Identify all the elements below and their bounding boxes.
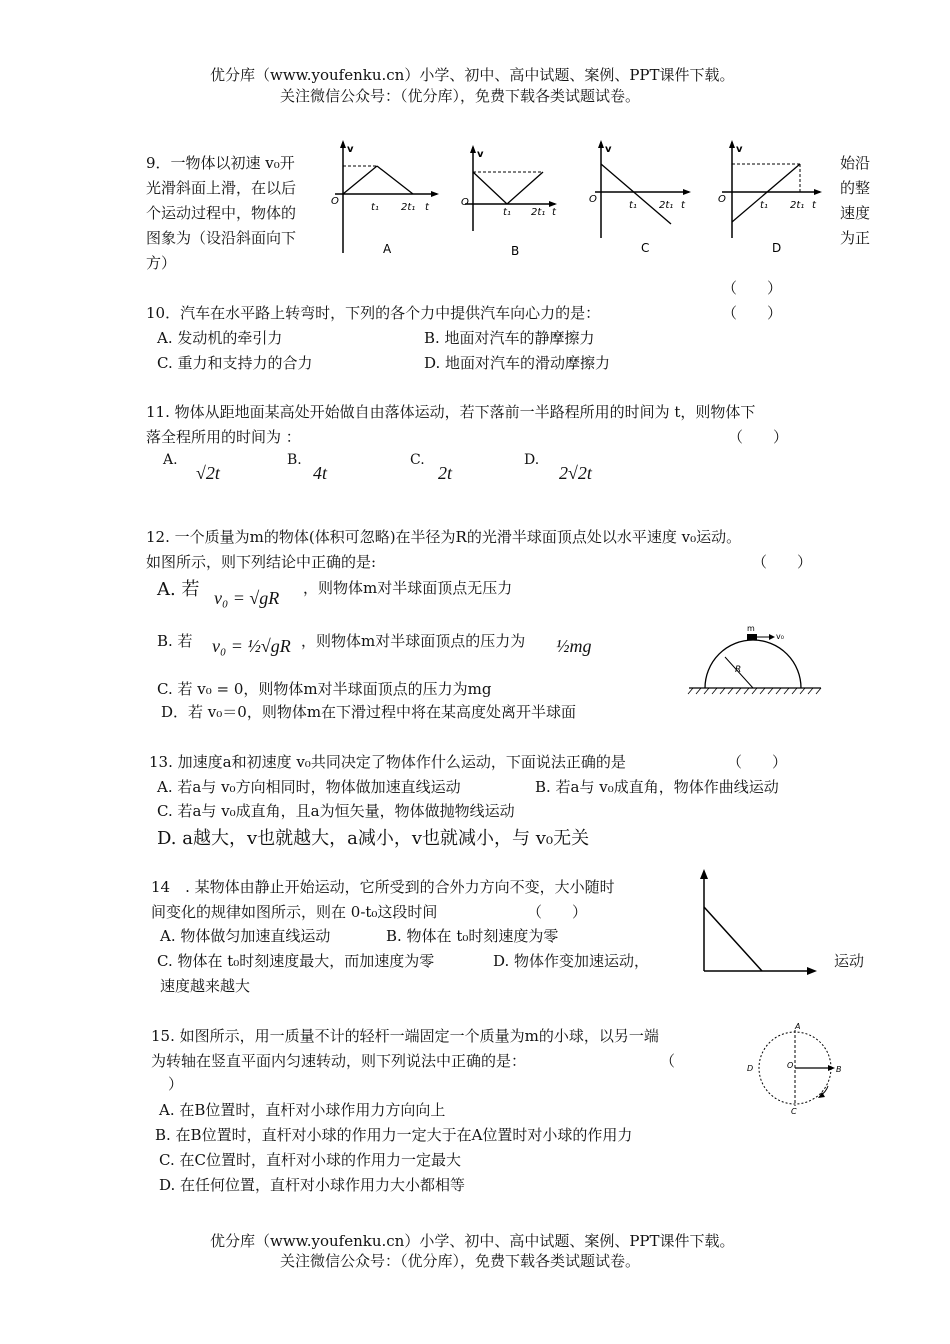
axis-v-label: v <box>736 144 743 155</box>
q9-graph-c <box>585 138 700 263</box>
header-line-1: 优分库（www.youfenku.cn）小学、初中、高中试题、案例、PPT课件下载。 <box>210 66 735 84</box>
q12-answer-bracket: （ ） <box>752 553 813 571</box>
q14-force-time-graph <box>695 865 825 977</box>
q15-option-a: A. 在B位置时，直杆对小球作用力方向向上 <box>159 1101 446 1119</box>
footer-line-2: 关注微信公众号：（优分库），免费下载各类试题试卷。 <box>280 1252 641 1270</box>
q10-stem: 10．汽车在水平路上转弯时，下列的各个力中提供汽车向心力的是： <box>146 304 601 322</box>
q12-option-b-prefix: B. 若 <box>157 632 193 650</box>
q12-stem-line-1: 12. 一个质量为m的物体(体积可忽略)在半径为R的光滑半球面顶点处以水平速度 v₀运动。 <box>146 528 742 546</box>
axis-v-label: v <box>347 144 354 155</box>
q9-stem-right: 的整 <box>840 179 871 197</box>
t2-label: 2t₁ <box>790 200 805 211</box>
q11-option-b-expr: 4t <box>313 463 328 483</box>
t-label: t <box>425 202 429 213</box>
origin-label: O <box>589 194 597 205</box>
t1-label: t₁ <box>371 202 379 213</box>
q12-option-b-expr: v₀ = ½√gR <box>212 636 291 656</box>
q12-hemisphere-figure <box>685 622 825 697</box>
q11-stem-line-2: 落全程所用的时间为 ： <box>146 428 301 446</box>
footer-line-1: 优分库（www.youfenku.cn）小学、初中、高中试题、案例、PPT课件下载。 <box>210 1232 735 1250</box>
q12-option-a-text: ，则物体m对半球面顶点无压力 <box>303 579 513 597</box>
q12-stem-line-2: 如图所示，则下列结论中正确的是: <box>146 553 377 571</box>
q9-graph-d <box>712 138 832 263</box>
q11-option-a-label: A. <box>163 452 178 468</box>
q11-option-c-expr: 2t <box>438 463 453 483</box>
q15-answer-bracket-close: ） <box>168 1075 184 1093</box>
q12-option-a-prefix: A. 若 <box>157 579 200 600</box>
t1-label: t₁ <box>760 200 768 211</box>
graph-label: B <box>511 244 520 258</box>
q10-answer-bracket: （ ） <box>722 304 783 322</box>
origin-label: O <box>461 197 469 208</box>
q10-option-c: C. 重力和支持力的合力 <box>157 354 313 372</box>
q13-stem: 13. 加速度a和初速度 v₀共同决定了物体作什么运动，下面说法正确的是 <box>149 753 626 771</box>
q12-option-a-expr: v₀ = √gR <box>214 588 280 608</box>
q13-option-c: C. 若a与 v₀成直角，且a为恒矢量，物体做抛物线运动 <box>157 802 515 820</box>
q9-stem-right: 始沿 <box>840 154 871 172</box>
v0-label: v₀ <box>776 632 784 641</box>
q12-option-b-expr2: ½mg <box>556 636 592 656</box>
q11-stem-line-1: 11. 物体从距地面某高处开始做自由落体运动，若下落前一半路程所用的时间为 t，则物体下 <box>146 403 756 421</box>
q12-option-c: C. 若 v₀ = 0，则物体m对半球面顶点的压力为mg <box>157 680 492 698</box>
q9-stem-line: 9．一物体以初速 v₀开 <box>146 154 295 172</box>
q15-circle-figure <box>740 1022 850 1117</box>
q15-option-d: D. 在任何位置，直杆对小球作用力大小都相等 <box>159 1176 466 1194</box>
q14-option-d-continued: 速度越来越大 <box>160 977 251 995</box>
q14-option-b: B. 物体在 t₀时刻速度为零 <box>386 927 559 945</box>
q11-option-d-label: D. <box>524 452 540 468</box>
q14-option-c: C. 物体在 t₀时刻速度最大，而加速度为零 <box>157 952 435 970</box>
q11-option-d-expr: 2√2t <box>559 463 592 483</box>
t2-label: 2t₁ <box>531 207 546 218</box>
q11-option-a-expr: √2t <box>196 463 220 483</box>
q11-option-c-label: C. <box>410 452 425 468</box>
q10-option-a: A. 发动机的牵引力 <box>157 329 283 347</box>
q9-stem-right: 为正 <box>840 229 871 247</box>
header-line-2: 关注微信公众号：（优分库），免费下载各类试题试卷。 <box>280 87 641 105</box>
graph-label: C <box>641 241 650 255</box>
q12-option-b-text: ，则物体m对半球面顶点的压力为 <box>301 632 526 650</box>
q15-option-c: C. 在C位置时，直杆对小球的作用力一定最大 <box>159 1151 461 1169</box>
t2-label: 2t₁ <box>659 200 674 211</box>
q9-answer-bracket: （ ） <box>722 279 783 297</box>
radius-label: R <box>735 665 742 675</box>
axis-v-label: v <box>605 144 612 155</box>
q13-option-b: B. 若a与 v₀成直角，物体作曲线运动 <box>535 778 779 796</box>
q10-option-d: D. 地面对汽车的滑动摩擦力 <box>424 354 611 372</box>
q14-stem-line-1: 14 . 某物体由静止开始运动，它所受到的合外力方向不变，大小随时 <box>151 878 615 896</box>
q9-graph-a <box>325 138 445 263</box>
t2-label: 2t₁ <box>401 202 416 213</box>
q14-answer-bracket: （ ） <box>527 903 588 921</box>
q15-stem-line-1: 15. 如图所示，用一质量不计的轻杆一端固定一个质量为m的小球，以另一端 <box>151 1027 659 1045</box>
t-label: t <box>552 207 556 218</box>
point-a-label: A <box>795 1022 801 1031</box>
q13-answer-bracket: （ ） <box>727 753 788 771</box>
q9-stem-right: 速度 <box>840 204 871 222</box>
point-c-label: C <box>791 1107 797 1116</box>
q14-option-a: A. 物体做匀加速直线运动 <box>160 927 331 945</box>
graph-label: A <box>383 242 392 256</box>
origin-label: O <box>718 194 726 205</box>
q9-stem-line: 方） <box>146 254 177 272</box>
q15-stem-line-2: 为转轴在竖直平面内匀速转动，则下列说法中正确的是： <box>151 1052 527 1070</box>
q11-answer-bracket: （ ） <box>728 428 789 446</box>
q15-answer-bracket-open: （ <box>660 1052 676 1070</box>
q14-stem-line-2: 间变化的规律如图所示，则在 0-t₀这段时间 <box>151 903 438 921</box>
q13-option-a: A. 若a与 v₀方向相同时，物体做加速直线运动 <box>157 778 461 796</box>
mass-label: m <box>747 624 755 633</box>
q9-stem-line: 个运动过程中，物体的 <box>146 204 297 222</box>
t-label: t <box>812 200 816 211</box>
center-o-label: O <box>787 1061 794 1070</box>
q15-option-b: B. 在B位置时，直杆对小球的作用力一定大于在A位置时对小球的作用力 <box>155 1126 633 1144</box>
q14-option-d: D. 物体作变加速运动， <box>493 952 650 970</box>
t1-label: t₁ <box>629 200 637 211</box>
q12-option-d: D．若 v₀＝0，则物体m在下滑过程中将在某高度处离开半球面 <box>161 703 577 721</box>
q9-stem-line: 图象为（设沿斜面向下 <box>146 229 297 247</box>
graph-label: D <box>772 241 782 255</box>
q11-option-b-label: B. <box>287 452 302 468</box>
q10-option-b: B. 地面对汽车的静摩擦力 <box>424 329 595 347</box>
q13-option-d: D. a越大，v也就越大，a减小，v也就减小，与 v₀无关 <box>157 828 590 849</box>
q14-option-d-tail: 运动 <box>834 952 865 970</box>
t1-label: t₁ <box>503 207 511 218</box>
point-d-label: D <box>747 1064 754 1073</box>
axis-v-label: v <box>477 149 484 160</box>
q9-graph-b <box>455 143 570 268</box>
q9-stem-line: 光滑斜面上滑，在以后 <box>146 179 297 197</box>
point-b-label: B <box>836 1065 842 1074</box>
t-label: t <box>681 200 685 211</box>
origin-label: O <box>331 196 339 207</box>
